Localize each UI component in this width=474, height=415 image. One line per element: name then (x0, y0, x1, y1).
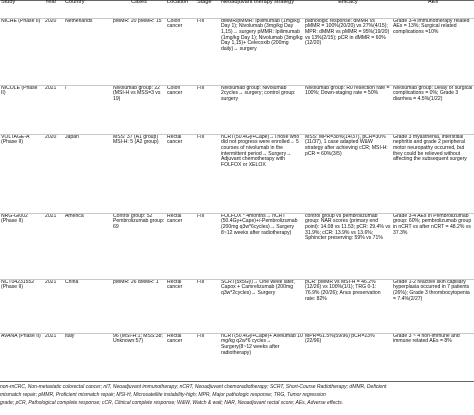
cell-year: 2020 (45, 134, 57, 140)
cell-country: Italy (65, 333, 75, 339)
cell-country: America (65, 213, 84, 219)
cell-year: 2021 (45, 85, 57, 91)
cell-efficacy: MPR=61.5%(59/96) pCR=23% (22/96) (305, 333, 375, 345)
cell-efficacy: MSS: MPR=38%(14/37), pCR=30%(11/37), 1 case adapted W&W strategy after achieving cCR; MSI-H: pCR = 60%(3/5) (305, 134, 388, 157)
header-efficacy: Efficacy (338, 0, 358, 5)
cell-aes: Grade 3-4 AEs in Pembrolizumab group: 60%; pembrolizumab group in nCRT vs after nCRT = 48.2% vs 37.3% (393, 213, 472, 236)
table-row (0, 279, 474, 333)
cell-study: NRG-GI002 (Phase II) (1, 213, 28, 225)
header-year: Year (45, 0, 57, 5)
cell-cases: MSS: 37 (A1 group) MSI-H: 5 (A2 group) (113, 134, 159, 146)
cell-aes: Grade 3-4 immunotherapy related AEs = 13%; Surgical related complications =10% (393, 18, 470, 35)
cell-country: Japan (65, 134, 79, 140)
cell-aes: Grade 3 myasthenia, interstitial nephritis and grade 2 peripheral motor neuropathy occurred, but they could be relieved without affecting the subsequent surgery (393, 134, 467, 163)
cell-study: NICOLE (Phase II) (1, 85, 38, 97)
cell-country: / (65, 85, 67, 91)
header-cases: Cases (131, 0, 147, 5)
footnote-line: non-mCRC, Non-metastatic colorectal cancer; nIT, Neoadjuvant immunotherapy; nCRT, Neoadjuvant chemoradiotherapy; SCRT, Short-Course Radiotherapy; dMMR, Deficient (0, 384, 387, 390)
cell-location: Rectal cancer (167, 134, 183, 146)
cell-stage: I-III (197, 85, 205, 91)
header-aes: AEs (427, 0, 439, 5)
cell-cases: pMMR: 26 dMMR: 1 (113, 279, 159, 285)
cell-strategy: nCRT(50.4Gy+Cape)→Those who did not progress were enrolled→ 5 courses of nivolumab in the intermittent period→ Surgery→ Adjuvant chemotherapy with FOLFOX or XELOX (221, 134, 300, 169)
table-header (0, 0, 474, 18)
cell-efficacy: pathologic response: dMMR vs pMMR = 100%(20/20) vs 27%(4/15); MPR: dMMR vs pMMR = 95%(19/20) vs 13%(2/15); pCR in dMMR = 60%(12/20) (305, 18, 390, 47)
cell-cases: Control group: 52 Pembrolizumab group: 69 (113, 213, 165, 230)
table-row (0, 213, 474, 279)
header-strategy: Neoadjuvant therapy strategy (221, 0, 295, 5)
cell-strategy: dMMR/pMMR: Ipilimumab (1mg/kg Day 1); Nivolumab (3mg/kg Day 1,15)→ surgery pMMR: Ipilimumab (1mg/kg Day 1); Nivolumab (3mg/kg Day 1,15)+ Celecoxib (200mg daily)→ surgery (221, 18, 303, 53)
cell-strategy: nCRT(50.4Gy+Cape)+ Avelumab 10 mg/kg q2w*6 cycles→ Surgery(8~12 weeks after radiotherapy) (221, 333, 303, 356)
cell-stage: I-III (197, 213, 205, 219)
cell-country: Netherlands (65, 18, 93, 24)
cell-stage: I-III (197, 134, 205, 140)
cell-study: AVANA (Phase II) (1, 333, 41, 339)
cell-strategy: SCRT(5x5Gy)→ One week later, Capox + Camrelizumab (200mg q3w*2cycles)→ Surgery (221, 279, 295, 296)
header-stage: Stage (197, 0, 212, 5)
cell-efficacy: control group vs pembrolizumab group: NAR scores (primary end point): 14.08 vs 11.53; pCR: 29.4% vs 31.9%; cCR: 13.9% vs 13.6%; Sphincter preserving: 59% vs 71% (305, 213, 391, 242)
cell-aes: Grade 1-2 reactive skin capillary hyperplasia occurred in 7 patients (26%); Grade 3 thrombocytopenia = 7.4%(2/27) (393, 279, 470, 302)
cell-efficacy: pCR: pMMR vs MSI-H = 46.2%(12/26) vs 100%(1/1); TRG 0-1: 76.9% (20/26); Anus preservation rate: 82% (305, 279, 381, 302)
table-row (0, 18, 474, 85)
header-location: Location (167, 0, 189, 5)
cell-efficacy: Nivolumab group: R0 resection rate = 100%; Down-staging rate = 50% (305, 85, 390, 97)
cell-aes: Nivolumab group: Delay or surgical complications = 0%; Grade 3 diarrhea = 4.5%(1/22) (393, 85, 473, 102)
header-country: Country (65, 0, 85, 5)
cell-location: Colon cancer (167, 85, 183, 97)
cell-location: Rectal cancer (167, 333, 183, 345)
cell-country: China (65, 279, 79, 285)
table-row (0, 134, 474, 213)
cell-location: Rectal cancer (167, 279, 183, 291)
cell-study: NCT04231552 (Phase II) (1, 279, 35, 291)
table-body (0, 18, 474, 380)
cell-year: 2020 (45, 18, 57, 24)
header-study: Study (1, 0, 16, 5)
cell-study: VOLTAGE-A (Phase II) (1, 134, 30, 146)
cell-cases: pMMR: 20 pMMR: 15 (113, 18, 162, 24)
table-bottom-rule (0, 381, 474, 382)
table-footnote (0, 383, 474, 407)
cell-strategy: FOLFOX * 4months→ nCRT (50.4Gy+Cape)+/-Pembrolizumab (200mg q3w*6cycles)→ Surgery 8~12 weeks after radiotherapy) (221, 213, 298, 236)
footnote-line: mismatch repair; pMMR, Proficient mismatch repair; MSI-H, Microsatellite instability-high; MPR, Major pathologic response; TRG, Tumor regression (0, 392, 326, 398)
cell-location: Rectal cancer (167, 213, 183, 225)
cell-stage: I-III (197, 279, 205, 285)
cell-stage: I-III (197, 333, 205, 339)
cell-year: 2021 (45, 279, 57, 285)
cell-cases: Nivolumab group: 22 (MSI-H vs MSS=3 vs 19) (113, 85, 161, 102)
cell-location: Colon cancer (167, 18, 183, 30)
cell-aes: Grade 3 ~ 4 non-immune and immune related AEs = 8% (393, 333, 460, 345)
footnote-line: grade; pCR, Pathological complete response; cCR, Clinical complete response; W&W, Watch & wait; NAR, Neoadjuvant rectal score; AEs, Adverse effects. (0, 400, 344, 406)
cell-year: 2021 (45, 333, 57, 339)
table-row (0, 85, 474, 134)
cell-strategy: Nivolumab group: Nivolumab 2cycles→ surgery; control group: surgery (221, 85, 296, 102)
table-row (0, 333, 474, 380)
cell-year: 2021 (45, 213, 57, 219)
cell-stage: I-III (197, 18, 205, 24)
cell-study: NICHE (Phase II) (1, 18, 41, 24)
cell-cases: 96 (MSI-H:1; MSS:38; Unknown:57) (113, 333, 163, 345)
